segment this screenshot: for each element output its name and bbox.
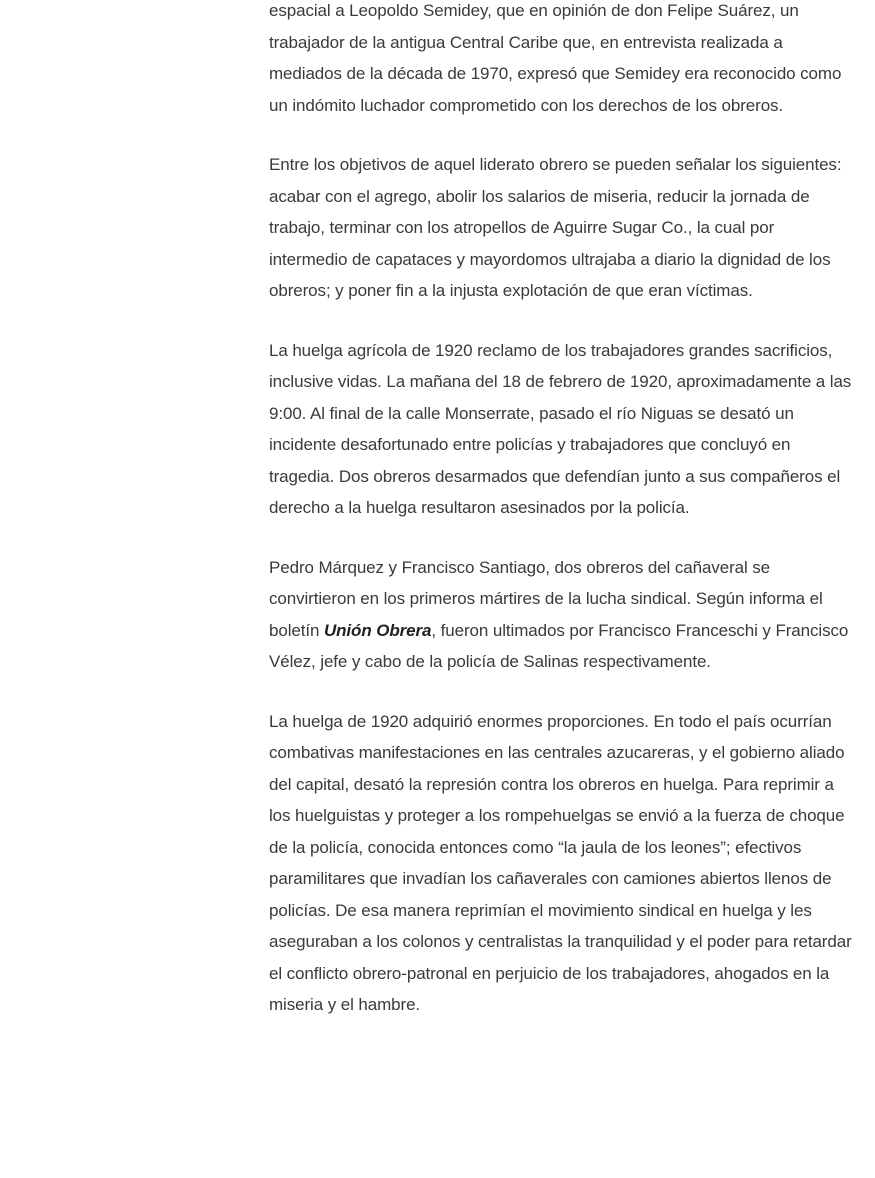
bulletin-name: Unión Obrera <box>323 620 432 640</box>
paragraph-objectives: Entre los objetivos de aquel liderato obrero se pueden señalar los siguientes: acabar con el agrego, abolir los salarios de miseria, reducir la jornada de trabajo, terminar con los atropellos de Aguirre Sugar Co., la cual por intermedio de capataces y mayordomos ultrajaba a diario la dignidad de los obreros; y poner fin a la injusta explotación de que eran víctimas. <box>269 155 842 300</box>
paragraph-semidey: espacial a Leopoldo Semidey, que en opinión de don Felipe Suárez, un trabajador de la antigua Central Caribe que, en entrevista realizada a mediados de la década de 1970, expresó que Semidey era reconocido como un indómito luchador comprometido con los derechos de los obreros. <box>269 1 842 115</box>
paragraph-strike-1920: La huelga agrícola de 1920 reclamo de los trabajadores grandes sacrificios, inclusive vidas. La mañana del 18 de febrero de 1920, aproximadamente a las 9:00. Al final de la calle Monserrate, pasado el río Niguas se desató un incidente desafortunado entre policías y trabajadores que concluyó en tragedia. Dos obreros desarmados que defendían junto a sus compañeros el derecho a la huelga resultaron asesinados por la policía. <box>269 340 852 517</box>
paragraph-martyrs <box>269 552 853 678</box>
paragraph-repression: La huelga de 1920 adquirió enormes proporciones. En todo el país ocurrían combativas manifestaciones en las centrales azucareras, y el gobierno aliado del capital, desató la represión contra los obreros en huelga. Para reprimir a los huelguistas y proteger a los rompehuelgas se envió a la fuerza de choque de la policía, conocida entonces como “la jaula de los leones”; efectivos paramilitares que invadían los cañaverales con camiones abiertos llenos de policías. De esa manera reprimían el movimiento sindical en huelga y les aseguraban a los colonos y centralistas la tranquilidad y el poder para retardar el conflicto obrero-patronal en perjuicio de los trabajadores, ahogados en la miseria y el hambre. <box>269 711 852 1014</box>
article-body <box>269 0 853 1049</box>
martyrs-text-end: , fueron ultimados por Francisco Franceschi y Francisco Vélez, jefe y cabo de la policía de Salinas respectivamente. <box>269 620 849 671</box>
martyrs-text-start: Pedro Márquez y Francisco Santiago, dos obreros del cañaveral se convirtieron en los primeros mártires de la lucha sindical. Según informa el boletín <box>269 557 823 640</box>
